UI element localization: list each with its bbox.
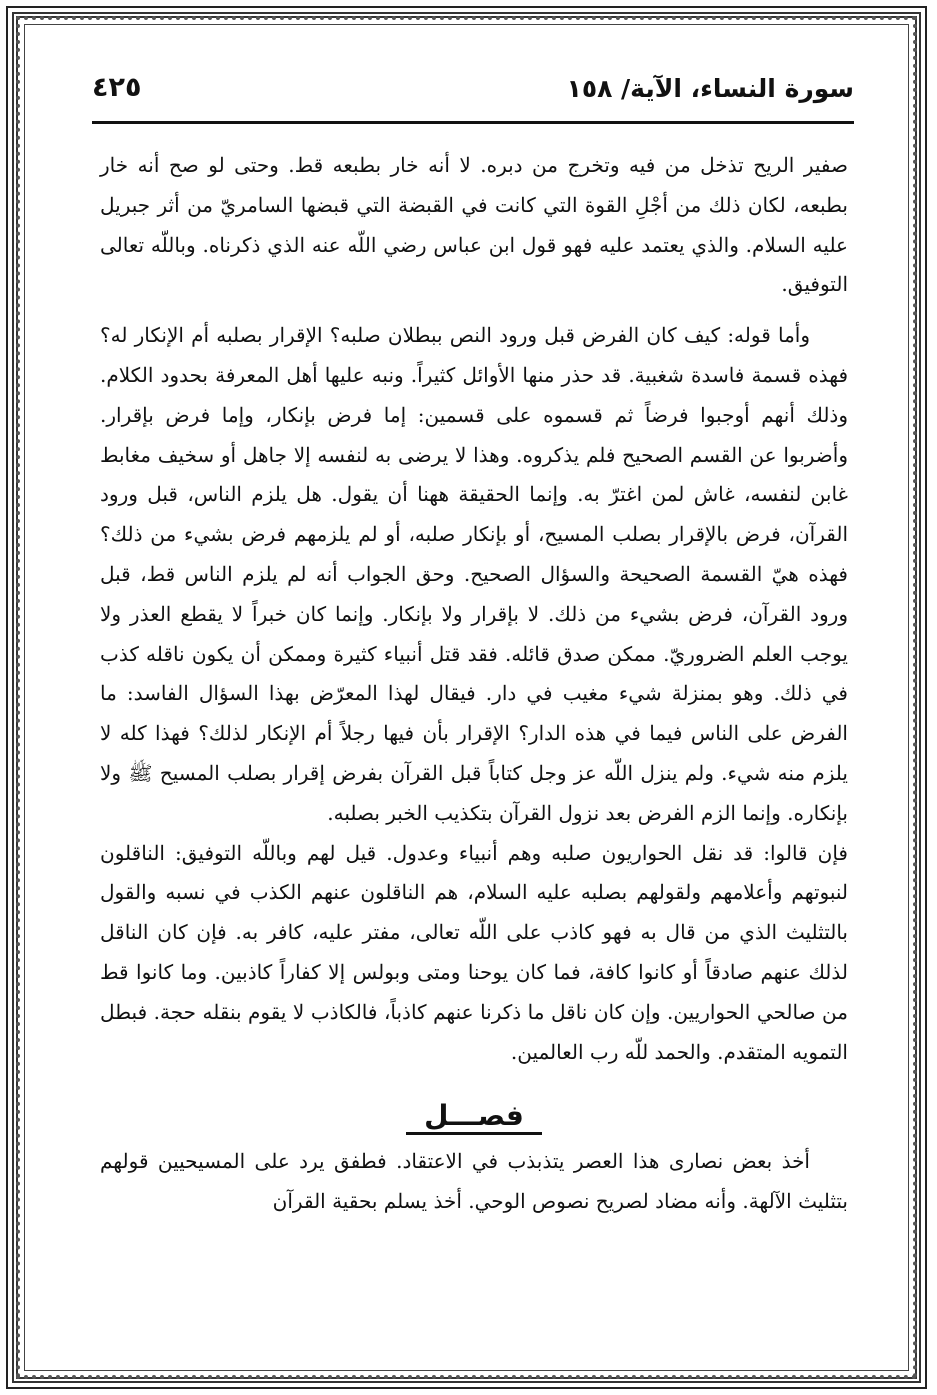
section-heading-text: فصـــل: [406, 1099, 542, 1135]
header-rule: [92, 121, 854, 124]
main-text: [100, 146, 848, 1222]
paragraph: صفير الريح تذخل من فيه وتخرج من دبره. لا أنه خار بطبعه قط. وحتى لو صح أنه خار بطبعه، لكان ذلك من أجْلِ القوة التي كانت في القبضة التي قبضها السامريّ من أثر جبريل عليه السلام. والذي يعتمد عليه فهو قول ابن عباس رضي اللّه عنه الذي ذكرناه. وباللّه تعالى التوفيق.: [100, 153, 848, 297]
section-heading: [100, 1094, 848, 1138]
running-title: سورة النساء، الآية/ ١٥٨: [566, 74, 854, 103]
paragraph: وأما قوله: كيف كان الفرض قبل ورود النص ببطلان صلبه؟ الإقرار بصلبه أم الإنكار له؟ فهذه قسمة فاسدة شغبية. قد حذر منها الأوائل كثيراً. ونبه عليها أهل المعرفة بحدود الكلام. وذلك أنهم أوجبوا فرضاً ثم قسموه على قسمين: إما فرض بإنكار، وإما فرض بإقرار. وأضربوا عن القسم الصحيح فلم يذكروه. وهذا لا يرضى به لنفسه إلا جاهل أو سخيف مغابط غابن لنفسه، غاش لمن اغترّ به. وإنما الحقيقة ههنا أن يقول. هل يلزم الناس، قبل ورود القرآن، فرض بالإقرار بصلب المسيح، أو بإنكار صلبه، أو لم يلزمهم فرض بشيء من ذلك؟ فهذه هيّ القسمة الصحيحة والسؤال الصحيح. وحق الجواب أنه لم يلزم الناس قط، قبل ورود القرآن، فرض بشيء من ذلك. لا بإقرار ولا بإنكار. وإنما كان خبراً لا يقطع العذر ولا يوجب العلم الضروريّ. ممكن صدق قائله. فقد قتل أنبياء كثيرة وممكن أن يكون ناقله كذب في ذلك. وهو بمنزلة شيء مغيب في دار. فيقال لهذا المعرّض بهذا السؤال الفاسد: ما الفرض على الناس فيما في هذه الدار؟ الإقرار بأن فيها رجلاً أم الإنكار لذلك؟ فهذا كله لا يلزم منه شيء. ولم ينزل اللّه عز وجل كتاباً قبل القرآن بفرض إقرار بصلب المسيح ﷺ ولا بإنكاره. وإنما الزم الفرض بعد نزول القرآن بتكذيب الخبر بصلبه.: [100, 323, 848, 825]
page-number: ٤٢٥: [92, 72, 142, 103]
paragraph: أخذ بعض نصارى هذا العصر يتذبذب في الاعتقاد. فطفق يرد على المسيحيين قولهم بتثليث الآلهة. وأنه مضاد لصريح نصوص الوحي. أخذ يسلم بحقية القرآن: [100, 1149, 848, 1214]
page-header: [92, 68, 854, 120]
paragraph: فإن قالوا: قد نقل الحواريون صلبه وهم أنبياء وعدول. قيل لهم وباللّه التوفيق: الناقلون لنبوتهم وأعلامهم ولقولهم بصلبه عليه السلام، هم الناقلون عنهم الكذب في نسبه والقول بالتثليث الذي من قال به فهو كاذب على اللّه تعالى، مفتر عليه، كافر به. فإن كان الناقل لذلك عنهم صادقاً أو كانوا كافة، فما كان يوحنا ومتى وبولس إلا كفاراً كاذبين. وما كانوا قط من صالحي الحواريين. وإن كان ناقل ما ذكرنا عنهم كاذباً، فالكاذب لا يقوم بنقله حجة. فبطل التمويه المتقدم. والحمد للّه رب العالمين.: [100, 840, 848, 1064]
